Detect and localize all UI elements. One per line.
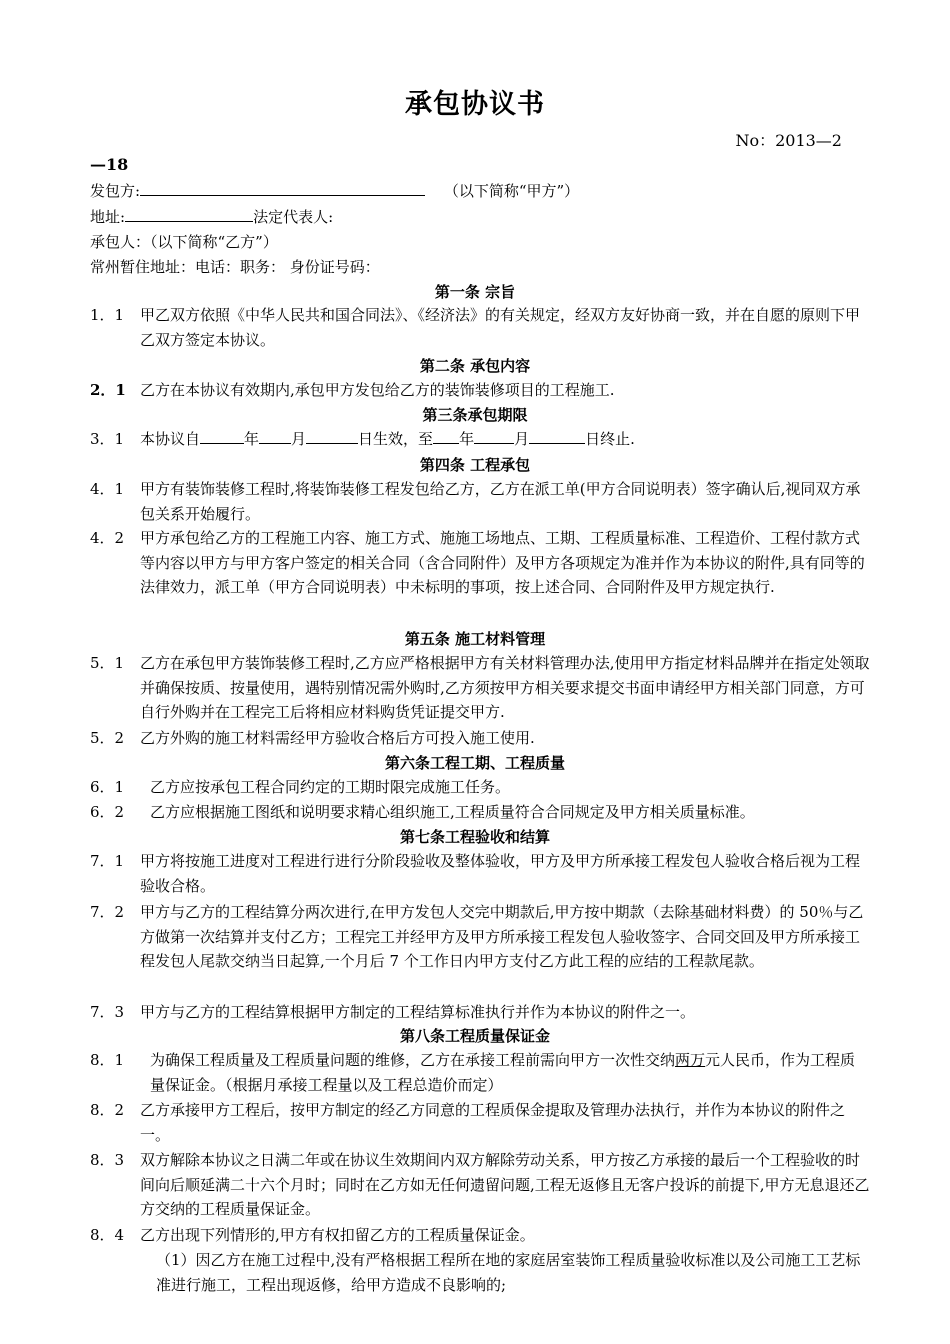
- clause-4-1: [90, 477, 870, 526]
- clause-text: 乙方外购的施工材料需经甲方验收合格后方可投入施工使用.: [140, 729, 535, 747]
- section-heading-3: 第三条承包期限: [422, 406, 528, 424]
- clause-text: 甲方将按施工进度对工程进行进行分阶段验收及整体验收，甲方及甲方所承接工程发包人验收合格后视为工程验收合格。: [140, 852, 861, 895]
- end-year-blank: [433, 429, 459, 444]
- clause-number: 1．1: [90, 306, 125, 324]
- clause-6-1: [90, 775, 870, 800]
- page-title: 承包协议书: [405, 89, 545, 120]
- clause-number: 8．4: [90, 1226, 125, 1244]
- clause-8-4: [90, 1223, 870, 1248]
- clause-text: 乙方承接甲方工程后，按甲方制定的经乙方同意的工程质保金提取及管理办法执行，并作为本协议的附件之一。: [140, 1101, 846, 1144]
- start-day-blank: [306, 429, 358, 444]
- clause-4-2: [90, 526, 870, 600]
- party-a-label: 发包方:: [90, 182, 141, 200]
- clause-number: 4．2: [90, 529, 125, 547]
- clause-8-2: [90, 1098, 870, 1147]
- clause-8-4-item-1: [90, 1248, 870, 1297]
- clause-1-1: [90, 303, 870, 352]
- clause-number: 6．2: [90, 803, 125, 821]
- clause-7-3: [90, 1000, 870, 1025]
- clause-number: 6．1: [90, 778, 125, 796]
- clause-5-2: [90, 726, 870, 751]
- start-month-blank: [259, 429, 291, 444]
- deposit-text-end: 元人民币，作为工程质量保证金。（根据月承接工程量以及工程总造价而定）: [150, 1051, 856, 1094]
- party-a-note: （以下简称“甲方”）: [443, 182, 580, 200]
- clause-7-2: [90, 900, 870, 974]
- clause-text: 甲方与乙方的工程结算根据甲方制定的工程结算标准执行并作为本协议的附件之一。: [140, 1003, 696, 1021]
- clause-7-1: [90, 849, 870, 898]
- section-heading-5: 第五条 施工材料管理: [404, 630, 546, 648]
- term-end-year-label: 年: [459, 430, 475, 448]
- clause-text: 乙方应按承包工程合同约定的工期时限完成施工任务。: [150, 778, 511, 796]
- clause-text: [150, 1048, 870, 1097]
- clause-text: 双方解除本协议之日满二年或在协议生效期间内双方解除劳动关系，甲方按乙方承接的最后一个工程验收的时间向后顺延满二十六个月时；同时在乙方如无任何遗留问题,工程无返修且无客户投诉的前提下,甲方无息退还乙方交纳的工程质量保证金。: [140, 1151, 870, 1218]
- section-heading-1: 第一条 宗旨: [434, 283, 516, 301]
- deposit-amount: 两万: [675, 1051, 706, 1069]
- address-label: 地址:: [90, 208, 126, 226]
- document-number-continued: —18: [90, 155, 129, 174]
- clause-text: 甲方承包给乙方的工程施工内容、施工方式、施施工场地点、工期、工程质量标准、工程造价、工程付款方式等内容以甲方与甲方客户签定的相关合同（含合同附件）及甲方各项规定为准并作为本协议的附件,具有同等的法律效力，派工单（甲方合同说明表）中未标明的事项，按上述合同、合同附件及甲方规定执行.: [140, 529, 865, 596]
- term-year-label: 年: [244, 430, 260, 448]
- clause-number: 5．1: [90, 654, 125, 672]
- clause-text: （1）因乙方在施工过程中,没有严格根据工程所在地的家庭居室装饰工程质量验收标准以及公司施工工艺标准进行施工，工程出现返修，给甲方造成不良影响的;: [156, 1251, 861, 1294]
- deposit-text-start: 为确保工程质量及工程质量问题的维修，乙方在承接工程前需向甲方一次性交纳: [150, 1051, 676, 1069]
- term-text-end: 日终止.: [585, 430, 635, 448]
- term-line: [140, 427, 870, 452]
- term-text-start: 本协议自: [140, 430, 201, 448]
- end-month-blank: [474, 429, 514, 444]
- document-number: No：2013—2: [735, 131, 842, 150]
- clause-number: 4．1: [90, 480, 125, 498]
- clause-2-1: [90, 378, 870, 403]
- clause-number: 2．1: [90, 381, 126, 399]
- clause-text: 乙方在本协议有效期内,承包甲方发包给乙方的装饰装修项目的工程施工.: [140, 381, 615, 399]
- section-heading-8: 第八条工程质量保证金: [399, 1027, 550, 1045]
- term-text-mid: 日生效，至: [358, 430, 434, 448]
- clause-8-3: [90, 1148, 870, 1222]
- address-line: [90, 206, 333, 227]
- party-a-line: [90, 180, 579, 201]
- clause-text: 甲方与乙方的工程结算分两次进行,在甲方发包人交完中期款后,甲方按中期款（去除基础材料费）的 50％与乙方做第一次结算并支付乙方；工程完工并经甲方及甲方所承接工程发包人验收签字、合同交回及甲方所承接工程发包人尾款交纳当日起算,一个月后 7 个工作日内甲方支付乙方此工程的应结的工程款尾款。: [140, 903, 864, 970]
- clause-number: 7．3: [90, 1003, 125, 1021]
- section-heading-7: 第七条工程验收和结算: [399, 828, 550, 846]
- clause-text: 甲乙双方依照《中华人民共和国合同法》、《经济法》的有关规定，经双方友好协商一致，并在自愿的原则下甲乙双方签定本协议。: [140, 306, 861, 349]
- clause-number: 5．2: [90, 729, 125, 747]
- section-heading-2: 第二条 承包内容: [419, 357, 531, 375]
- party-b-line: 承包人：（以下简称“乙方”）: [90, 233, 278, 251]
- party-a-blank: [140, 181, 425, 196]
- clause-8-1: [90, 1048, 870, 1097]
- clause-number: 7．1: [90, 852, 125, 870]
- clause-number: 7．2: [90, 903, 125, 921]
- term-end-month-label: 月: [514, 430, 530, 448]
- clause-number: 3．1: [90, 430, 125, 448]
- clause-text: 乙方在承包甲方装饰装修工程时,乙方应严格根据甲方有关材料管理办法,使用甲方指定材料品牌并在指定处领取并确保按质、按量使用，遇特别情况需外购时,乙方须按甲方相关要求提交书面申请经甲方相关部门同意，方可自行外购并在工程完工后将相应材料购货凭证提交甲方.: [140, 654, 870, 721]
- section-heading-4: 第四条 工程承包: [419, 456, 531, 474]
- clause-5-1: [90, 651, 870, 725]
- legal-rep-label: 法定代表人:: [253, 208, 334, 226]
- address-blank: [125, 207, 253, 222]
- end-day-blank: [529, 429, 585, 444]
- clause-text: 乙方出现下列情形的,甲方有权扣留乙方的工程质量保证金。: [140, 1226, 535, 1244]
- clause-number: 8．1: [90, 1051, 125, 1069]
- clause-text: 乙方应根据施工图纸和说明要求精心组织施工,工程质量符合合同规定及甲方相关质量标准。: [150, 803, 755, 821]
- clause-6-2: [90, 800, 870, 825]
- clause-text: 甲方有装饰装修工程时,将装饰装修工程发包给乙方，乙方在派工单(甲方合同说明表）签字确认后,视同双方承包关系开始履行。: [140, 480, 861, 523]
- clause-number: 8．2: [90, 1101, 125, 1119]
- clause-3-1: [90, 427, 870, 452]
- clause-number: 8．3: [90, 1151, 125, 1169]
- term-month-label: 月: [291, 430, 307, 448]
- section-heading-6: 第六条工程工期、工程质量: [384, 754, 565, 772]
- start-year-blank: [200, 429, 244, 444]
- info-line: 常州暂住地址：电话：职务： 身份证号码：: [90, 258, 380, 276]
